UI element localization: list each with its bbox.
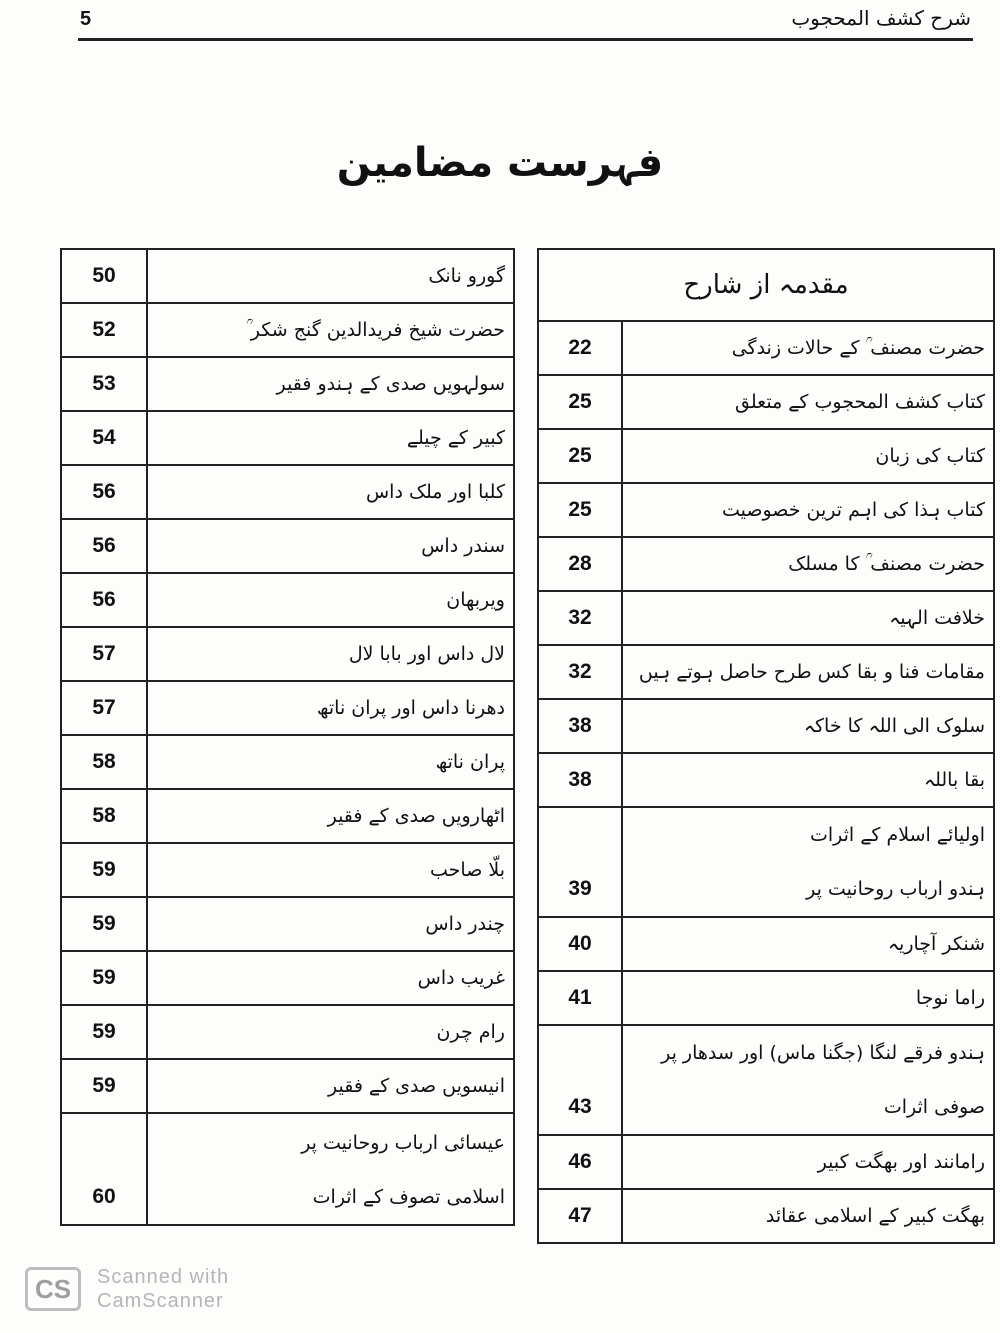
toc-entry-row	[61, 411, 514, 465]
toc-entry-title	[622, 917, 994, 971]
toc-entry-row	[61, 519, 514, 573]
toc-entry-title-line-2: ہندو ارباب روحانیت پر	[806, 878, 985, 900]
toc-table-left	[60, 248, 515, 1226]
toc-entry-page-number: 57	[61, 627, 147, 681]
toc-entry-title	[147, 303, 514, 357]
toc-entry-title-line: کلبا اور ملک داس	[365, 481, 505, 503]
toc-entry-title-line: اولیائے اسلام کے اثرات	[810, 824, 985, 846]
toc-entry-row	[538, 591, 994, 645]
book-title: شرح کشف المحجوب	[791, 6, 971, 30]
toc-entry-title-line: رامانند اور بھگت کبیر	[817, 1151, 985, 1173]
toc-entry-title-line-2: صوفی اثرات	[883, 1096, 985, 1118]
toc-entry-page-number: 40	[538, 917, 622, 971]
toc-entry-title-line: غریب داس	[417, 967, 505, 989]
toc-entry-page-number: 25	[538, 483, 622, 537]
toc-entry-title	[147, 627, 514, 681]
toc-entry-row	[538, 971, 994, 1025]
toc-entry-page-number: 56	[61, 465, 147, 519]
toc-entry-title	[622, 375, 994, 429]
toc-entry-title-line: مقامات فنا و بقا کس طرح حاصل ہوتے ہیں	[638, 661, 985, 683]
toc-entry-title	[147, 843, 514, 897]
toc-entry-row	[61, 951, 514, 1005]
section-heading-row	[538, 249, 994, 321]
toc-entry-title-line: ہندو فرقے لنگا (جگنا ماس) اور سدھار پر	[661, 1042, 985, 1064]
toc-entry-title-line: کبیر کے چیلے	[406, 427, 505, 449]
toc-entry-title	[147, 519, 514, 573]
toc-entry-row	[61, 1059, 514, 1113]
toc-entry-title	[147, 411, 514, 465]
toc-entry-row	[538, 321, 994, 375]
toc-entry-row	[538, 483, 994, 537]
toc-entry-page-number: 38	[538, 753, 622, 807]
toc-entry-title	[147, 735, 514, 789]
toc-entry-page-number: 59	[61, 843, 147, 897]
toc-entry-row	[538, 1135, 994, 1189]
toc-entry-row	[61, 735, 514, 789]
toc-entry-title	[147, 1059, 514, 1113]
toc-entry-row	[61, 357, 514, 411]
toc-entry-title-line: خلافت الہیہ	[889, 607, 985, 629]
page-number: 5	[80, 8, 92, 30]
toc-entry-title-line: بلّا صاحب	[430, 859, 505, 881]
toc-entry-title	[147, 951, 514, 1005]
page-title: فہرست مضامین	[336, 140, 664, 186]
toc-entry-row	[61, 681, 514, 735]
toc-entry-title	[622, 971, 994, 1025]
toc-entry-title-line: کتاب کشف المحجوب کے متعلق	[735, 391, 985, 413]
toc-entry-row	[61, 303, 514, 357]
toc-entry-row	[538, 645, 994, 699]
toc-entry-title	[622, 591, 994, 645]
toc-entry-row	[61, 249, 514, 303]
section-heading: مقدمہ از شارح	[538, 249, 994, 321]
toc-entry-page-number: 25	[538, 429, 622, 483]
watermark-line-1: Scanned with	[97, 1266, 230, 1288]
toc-entry-title-line: سندر داس	[421, 535, 505, 557]
toc-entry-page-number: 39	[538, 807, 622, 917]
toc-entry-title	[622, 1025, 994, 1135]
toc-entry-page-number: 54	[61, 411, 147, 465]
toc-entry-page-number: 46	[538, 1135, 622, 1189]
toc-entry-row	[61, 573, 514, 627]
toc-entry-title-line: سلوک الی اللہ کا خاکہ	[803, 715, 985, 737]
toc-entry-title-line-2: اسلامی تصوف کے اثرات	[312, 1186, 505, 1208]
toc-entry-page-number: 59	[61, 897, 147, 951]
toc-entry-page-number: 59	[61, 1059, 147, 1113]
toc-entry-title-line: بقا باللہ	[923, 769, 985, 791]
toc-entry-title-line: حضرت مصنف ؒ کے حالات زندگی	[731, 337, 985, 359]
toc-entry-title-line: سولہویں صدی کے ہندو فقیر	[276, 373, 505, 395]
toc-entry-page-number: 53	[61, 357, 147, 411]
camscanner-logo-icon: CS	[25, 1267, 81, 1311]
toc-entry-title	[622, 321, 994, 375]
toc-entry-row	[61, 627, 514, 681]
toc-entry-page-number: 59	[61, 1005, 147, 1059]
toc-entry-title-line: شنکر آچاریہ	[887, 933, 985, 955]
toc-entry-title-line: عیسائی ارباب روحانیت پر	[301, 1132, 505, 1154]
toc-entry-row	[538, 699, 994, 753]
toc-entry-title-line: بھگت کبیر کے اسلامی عقائد	[765, 1205, 985, 1227]
toc-entry-title-line: اٹھارویں صدی کے فقیر	[327, 805, 505, 827]
toc-entry-title	[147, 573, 514, 627]
toc-entry-title-line: حضرت شیخ فریدالدین گنج شکر ؒ	[246, 319, 505, 341]
toc-entry-title-line: ویربھان	[446, 589, 505, 611]
toc-entry-title	[622, 699, 994, 753]
toc-entry-title	[622, 807, 994, 917]
toc-entry-row	[538, 753, 994, 807]
toc-entry-title	[147, 681, 514, 735]
toc-entry-title-line: چندر داس	[425, 913, 505, 935]
toc-entry-title	[622, 645, 994, 699]
toc-entry-title	[147, 357, 514, 411]
toc-entry-title	[622, 429, 994, 483]
toc-entry-page-number: 47	[538, 1189, 622, 1243]
toc-entry-title	[622, 1189, 994, 1243]
toc-entry-row	[61, 465, 514, 519]
toc-entry-row	[538, 1025, 994, 1135]
toc-entry-row	[61, 1005, 514, 1059]
toc-entry-row	[538, 429, 994, 483]
toc-entry-title	[622, 537, 994, 591]
toc-entry-title-line: انیسویں صدی کے فقیر	[327, 1075, 505, 1097]
toc-entry-title-line: حضرت مصنف ؒ کا مسلک	[788, 553, 985, 575]
toc-entry-row	[61, 1113, 514, 1225]
toc-entry-row	[538, 917, 994, 971]
camscanner-watermark	[25, 1265, 229, 1313]
toc-entry-page-number: 28	[538, 537, 622, 591]
toc-entry-page-number: 56	[61, 573, 147, 627]
toc-entry-row	[538, 375, 994, 429]
toc-entry-page-number: 52	[61, 303, 147, 357]
toc-entry-title	[147, 789, 514, 843]
toc-entry-title	[147, 897, 514, 951]
toc-entry-title	[147, 465, 514, 519]
toc-entry-page-number: 41	[538, 971, 622, 1025]
toc-entry-page-number: 57	[61, 681, 147, 735]
toc-entry-page-number: 58	[61, 735, 147, 789]
toc-entry-title-line: گورو نانک	[428, 265, 505, 287]
toc-entry-title-line: رام چرن	[436, 1021, 505, 1043]
toc-entry-page-number: 59	[61, 951, 147, 1005]
toc-entry-title-line: پران ناتھ	[435, 751, 505, 773]
toc-entry-row	[538, 807, 994, 917]
toc-entry-title	[622, 753, 994, 807]
toc-entry-title	[147, 1113, 514, 1225]
toc-entry-title-line: لال داس اور بابا لال	[348, 643, 505, 665]
toc-entry-title	[622, 1135, 994, 1189]
toc-entry-title	[147, 249, 514, 303]
toc-entry-row	[61, 897, 514, 951]
watermark-line-2: CamScanner	[97, 1290, 224, 1312]
toc-entry-page-number: 56	[61, 519, 147, 573]
toc-entry-page-number: 32	[538, 591, 622, 645]
toc-entry-page-number: 38	[538, 699, 622, 753]
toc-entry-row	[538, 1189, 994, 1243]
toc-entry-row	[61, 843, 514, 897]
toc-entry-title	[622, 483, 994, 537]
toc-entry-page-number: 60	[61, 1113, 147, 1225]
toc-entry-title	[147, 1005, 514, 1059]
toc-entry-row	[538, 537, 994, 591]
toc-table-right	[537, 248, 995, 1244]
toc-entry-row	[61, 789, 514, 843]
toc-entry-page-number: 58	[61, 789, 147, 843]
toc-entry-title-line: کتاب ہذا کی اہم ترین خصوصیت	[721, 499, 985, 521]
toc-entry-page-number: 50	[61, 249, 147, 303]
toc-entry-title-line: کتاب کی زبان	[875, 445, 985, 467]
toc-entry-page-number: 43	[538, 1025, 622, 1135]
running-header	[78, 6, 973, 41]
toc-entry-title-line: راما نوجا	[915, 987, 985, 1009]
toc-entry-page-number: 25	[538, 375, 622, 429]
toc-entry-title-line: دھرنا داس اور پران ناتھ	[316, 697, 505, 719]
toc-entry-page-number: 22	[538, 321, 622, 375]
toc-entry-page-number: 32	[538, 645, 622, 699]
